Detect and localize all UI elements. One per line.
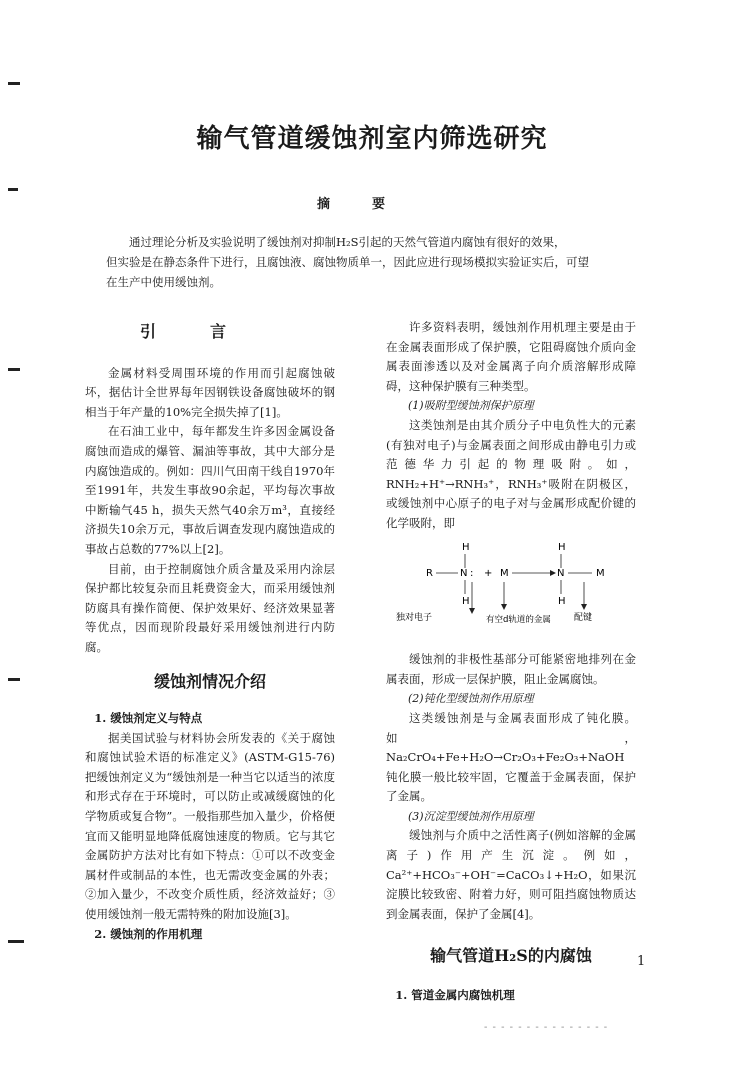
subsection-heading: 2. 缓蚀剂的作用机理	[94, 926, 203, 941]
svg-text::: :	[470, 567, 474, 579]
margin-mark	[8, 678, 20, 681]
type3-heading: (3)沉淀型缓蚀剂作用原理	[408, 809, 534, 823]
page-number: 1	[637, 954, 646, 969]
type2-heading: (2)钝化型缓蚀剂作用原理	[408, 692, 534, 706]
margin-mark	[8, 940, 24, 943]
intro-paragraph: 目前，由于控制腐蚀介质含量及采用内涂层保护都比较复杂而且耗费资金大，而采用缓蚀剂防腐具有操作简便、保护效果好、经济效果显著等优点，因而现阶段最好采用缓蚀剂进行内防腐。	[85, 561, 335, 654]
label-coordinate-bond: 配键	[574, 612, 593, 623]
body-paragraph: 这类缓蚀剂是与金属表面形成了钝化膜。如，Na₂CrO₄+Fe+H₂O→Cr₂O₃+Fe₂O₃+NaOH 钝化膜一般比较牢固，它覆盖于金属表面，保护了金属。	[386, 710, 636, 804]
h2s-heading: 输气管道H₂S的内腐蚀	[430, 946, 592, 966]
page-title: 输气管道缓蚀剂室内筛选研究	[196, 124, 548, 154]
margin-mark	[8, 368, 20, 371]
margin-mark	[8, 82, 20, 85]
body-paragraph: 这类蚀剂是由其介质分子中电负性大的元素(有独对电子)与金属表面之间形成由静电引力或范德华力引起的物理吸附。如，RNH₂+H⁺→RNH₃⁺，RNH₃⁺吸附在阴极区，或缓蚀剂中心原子的电子对与金属形成配价键的化学吸附，即	[386, 417, 636, 530]
type1-heading: (1)吸附型缓蚀剂保护原理	[408, 399, 534, 413]
abstract-body	[106, 232, 646, 292]
right-column	[386, 318, 636, 1006]
abstract-line: 但实验是在静态条件下进行，且腐蚀液、腐蚀物质单一，因此应进行现场模拟实验证实后，可望	[106, 255, 589, 269]
inhibitor-heading: 缓蚀剂情况介绍	[153, 671, 266, 691]
atom-n: N	[557, 567, 565, 579]
atom-h: H	[558, 541, 566, 553]
abstract-line: 在生产中使用缓蚀剂。	[106, 275, 221, 289]
margin-mark	[8, 188, 18, 191]
atom-r: R	[426, 567, 433, 579]
left-column	[85, 322, 335, 944]
footer-rule: - - - - - - - - - - - - - - -	[484, 1022, 609, 1033]
body-paragraph: 缓蚀剂的非极性基部分可能紧密地排列在金属表面，形成一层保护膜，阻止金属腐蚀。	[386, 652, 636, 686]
plus-sign: +	[484, 567, 493, 579]
intro-heading: 引言	[139, 322, 280, 341]
abstract-line: 通过理论分析及实验说明了缓蚀剂对抑制H₂S引起的天然气管道内腐蚀有很好的效果，	[129, 235, 566, 249]
body-paragraph: 据美国试验与材料协会所发表的《关于腐蚀和腐蚀试验术语的标准定义》(ASTM-G15-76)把缓蚀剂定义为“缓蚀剂是一种当它以适当的浓度和形式存在于环境时，可以防止或减缓腐蚀的化学物质或复合物”。一般指那些加入量少，价格便宜而又能明显地降低腐蚀速度的物质。它与其它金属防护方法对比有如下特点：①可以不改变金属材件或制品的本性，也无需改变金属的外表；②加入量少，不改变介质性质，经济效益好；③使用缓蚀剂一般无需特殊的附加设施[3]。	[85, 730, 335, 922]
atom-m: M	[500, 567, 509, 579]
adsorption-diagram	[386, 538, 636, 638]
atom-n: N	[460, 567, 468, 579]
abstract-heading: 摘要	[316, 197, 427, 212]
body-paragraph: 许多资料表明，缓蚀剂作用机理主要是由于在金属表面形成了保护膜，它阻碍腐蚀介质向金属表面渗透以及对金属离子向介质溶解形成障碍，这种保护膜有三种类型。	[386, 320, 636, 393]
label-lone-pair: 独对电子	[396, 612, 433, 623]
atom-h: H	[462, 541, 470, 553]
atom-h: H	[558, 595, 566, 607]
atom-m: M	[596, 567, 605, 579]
subsection-heading: 1. 管道金属内腐蚀机理	[395, 988, 515, 1003]
intro-paragraph: 在石油工业中，每年都发生许多因金属设备腐蚀而造成的爆管、漏油等事故，其中大部分是内腐蚀造成的。例如：四川气田南干线自1970年至1991年，共发生事故90余起，平均每次事故中断输气45 h，损失天然气40余万m³，直接经济损失10余万元，事故后调查发现内腐蚀造成的事故占总数的77%以上[2]。	[85, 424, 335, 556]
intro-paragraph: 金属材料受周围环境的作用而引起腐蚀破坏，据估计全世界每年因钢铁设备腐蚀破坏的钢相当于年产量的10%完全损失掉了[1]。	[85, 365, 335, 419]
atom-h: H	[462, 595, 470, 607]
body-paragraph: 缓蚀剂与介质中之活性离子(例如溶解的金属离子)作用产生沉淀。例如，Ca²⁺+HCO₃⁻+OH⁻=CaCO₃↓+H₂O，如果沉淀膜比较致密、附着力好，则可阻挡腐蚀物质达到金属表面，保护了金属[4]。	[386, 828, 636, 921]
subsection-heading: 1. 缓蚀剂定义与特点	[94, 711, 203, 726]
label-empty-orbital: 有空d轨道的金属	[486, 614, 551, 625]
